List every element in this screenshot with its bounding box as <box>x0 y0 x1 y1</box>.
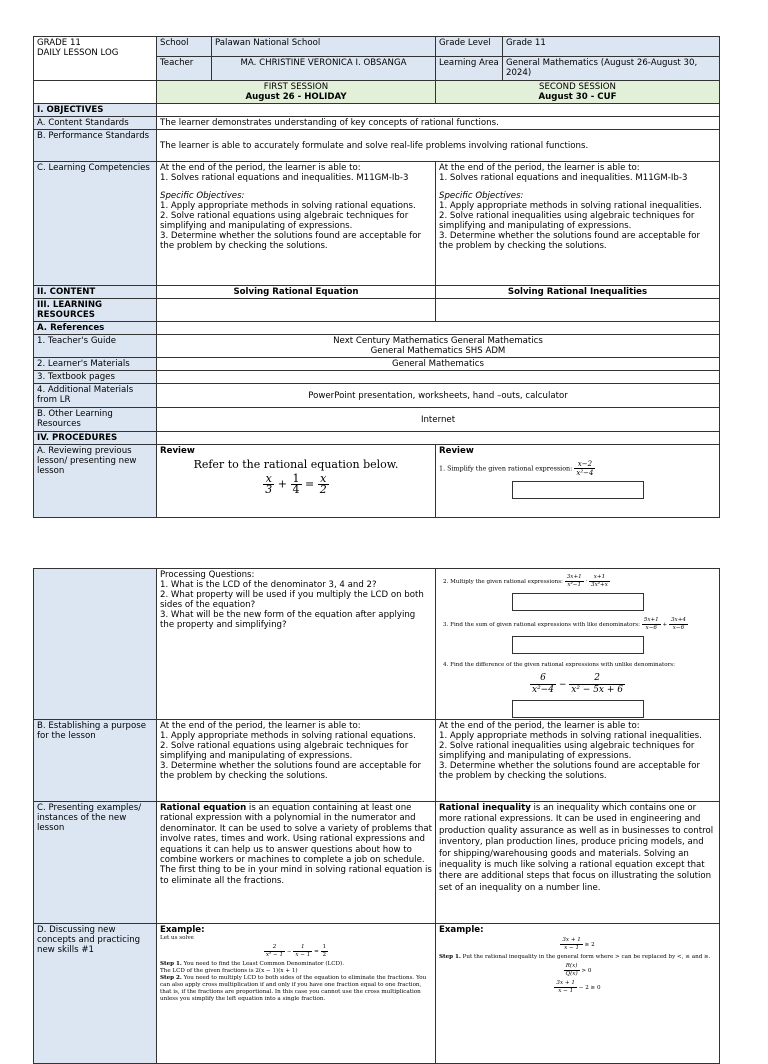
discussing-first <box>157 924 436 1064</box>
answer-box[interactable] <box>512 593 644 611</box>
review-first <box>157 445 436 518</box>
example-inequality: $\frac{3x + 1}{x - 1}$ ≥ 2 <box>562 937 595 951</box>
textbook-label: 3. Textbook pages <box>34 371 157 384</box>
content-standards-label: A. Content Standards <box>34 117 157 130</box>
performance-standards-text: The learner is able to accurately formulate and solve real-life problems involving rational functions. <box>157 130 720 162</box>
additional-materials-value: PowerPoint presentation, worksheets, hand –outs, calculator <box>157 384 720 408</box>
learning-area-label: Learning Area <box>436 57 503 81</box>
procedures-heading: IV. PROCEDURES <box>34 432 157 445</box>
objectives-heading: I. OBJECTIVES <box>34 104 157 117</box>
content-heading: II. CONTENT <box>34 286 157 299</box>
school-value: Palawan National School <box>212 37 436 57</box>
rewritten-inequality: $\frac{3x + 1}{x - 1}$ − 2 ≥ 0 <box>556 980 601 994</box>
review-second <box>436 445 720 518</box>
review-second-question: 1. Simplify the given rational expression: $\frac{x-2}{\text{x²−4}}$ <box>439 460 594 477</box>
competencies-second <box>436 162 720 286</box>
first-session-header <box>157 81 436 104</box>
learners-materials-value: General Mathematics <box>157 358 720 371</box>
question-3: 3. Find the sum of given rational expressions with like denominators: $\frac{5x+1}{x-6}$ + $\frac{3x+4}{x-6}$ <box>443 617 686 631</box>
presenting-first: Rational equation is an equation containing at least one rational expression with a polynomial in the numerator and denominator. It can be used to solve a variety of problems that involve rates, times and work. Using rational expressions and equations it can help us to answer questions about how to combine workers or machines to complete a job on schedule. The first thing to be in your mind in solving rational equation is to eliminate all the fractions. <box>157 802 436 924</box>
comp-item: 1. Solves rational equations and inequalities. M11GM-Ib-3 <box>160 173 409 183</box>
learners-materials-label: 2. Learner's Materials <box>34 358 157 371</box>
specific-objectives-label: Specific Objectives: <box>160 191 245 201</box>
question-4-expression: $\frac{6}{\text{x²−4}}$ − $\frac{2}{\text{x² − 5x + 6}}$ <box>532 673 623 695</box>
example-equation: $\frac{2}{\text{x² − 1}}$ − $\frac{1}{x - 1}$ = $\frac{1}{2}$ <box>265 944 327 958</box>
performance-standards-label: B. Performance Standards <box>34 130 157 162</box>
grade-title-cell <box>34 37 157 81</box>
processing-q3: 3. What will be the new form of the equation after applying the property and simplifying? <box>160 610 416 630</box>
content-second: Solving Rational Inequalities <box>436 286 720 299</box>
lesson-log-table-page2 <box>33 568 720 1064</box>
discussing-label: D. Discussing new concepts and practicing new skills #1 <box>34 924 157 1064</box>
processing-q1: 1. What is the LCD of the denominator 3, 4 and 2? <box>160 580 377 590</box>
review-label: A. Reviewing previous lesson/ presenting new lesson <box>34 445 157 518</box>
specific-objectives-label: Specific Objectives: <box>439 191 524 201</box>
comp-intro: At the end of the period, the learner is able to: <box>160 163 361 173</box>
other-resources-value: Internet <box>157 408 720 432</box>
processing-q2: 2. What property will be used if you multiply the LCD on both sides of the equation? <box>160 590 424 610</box>
references-label: A. References <box>34 322 157 335</box>
answer-box[interactable] <box>512 481 644 499</box>
competencies-label: C. Learning Competencies <box>34 162 157 286</box>
other-resources-label: B. Other Learning Resources <box>34 408 157 432</box>
second-session-label: SECOND SESSION <box>539 82 616 92</box>
objective-2: 2. Solve rational inequalities using algebraic techniques for simplifying and manipulating of expressions. <box>439 211 695 231</box>
example-step2: Step 2. You need to multiply LCD to both sides of the equation to eliminate the fractions. You can also apply cross multiplication if and only if you have one fraction equal to one fraction, that is, if the fractions are proportional. In this case you cannot use the cross multiplication unless you simplify the left equation into a single fraction. <box>160 975 427 1002</box>
example-intro: Let us solve <box>160 935 194 941</box>
review-heading: Review <box>439 446 474 456</box>
learning-area-value: General Mathematics (August 26-August 30, 2024) <box>503 57 720 81</box>
teacher-label: Teacher <box>157 57 212 81</box>
general-form: $\frac{R(x)}{Q(x)}$ > 0 <box>565 963 592 977</box>
processing-questions-cell <box>157 569 436 720</box>
review-first-text: Refer to the rational equation below. <box>193 458 399 471</box>
second-session-date: August 30 - CUF <box>538 92 617 102</box>
resources-heading: III. LEARNING RESOURCES <box>34 299 157 322</box>
objective-2: 2. Solve rational equations using algebraic techniques for simplifying and manipulating of expressions. <box>160 211 409 231</box>
answer-box[interactable] <box>512 636 644 654</box>
purpose-second: At the end of the period, the learner is able to: 1. Apply appropriate methods in solving rational inequalities. 2. Solve rational inequalities using algebraic techniques for simplifying and manipulating of expressions. 3. Determine whether the solutions found are acceptable for the problem by checking the solutions. <box>436 720 720 802</box>
review-heading: Review <box>160 446 195 456</box>
processing-heading: Processing Questions: <box>160 570 255 580</box>
discussing-second <box>436 924 720 1064</box>
purpose-first: At the end of the period, the learner is able to: 1. Apply appropriate methods in solving rational equations. 2. Solve rational equations using algebraic techniques for simplifying and manipulating of expressions. 3. Determine whether the solutions found are acceptable for the problem by checking the solutions. <box>157 720 436 802</box>
additional-materials-label: 4. Additional Materials from LR <box>34 384 157 408</box>
teachers-guide-label: 1. Teacher's Guide <box>34 335 157 358</box>
second-session-header <box>436 81 720 104</box>
teachers-guide-1: Next Century Mathematics General Mathematics <box>333 336 543 346</box>
teacher-value: MA. CHRISTINE VERONICA I. OBSANGA <box>212 57 436 81</box>
school-label: School <box>157 37 212 57</box>
teachers-guide-2: General Mathematics SHS ADM <box>370 346 506 356</box>
content-first: Solving Rational Equation <box>157 286 436 299</box>
objective-3: 3. Determine whether the solutions found are acceptable for the problem by checking the solutions. <box>439 231 701 251</box>
content-standards-text: The learner demonstrates understanding of key concepts of rational functions. <box>157 117 720 130</box>
presenting-label: C. Presenting examples/ instances of the new lesson <box>34 802 157 924</box>
example-lcd: The LCD of the given fractions is 2(x − 1)(x + 1) <box>160 968 298 974</box>
objective-1: 1. Apply appropriate methods in solving rational equations. <box>160 201 416 211</box>
teachers-guide-value <box>157 335 720 358</box>
comp-intro: At the end of the period, the learner is able to: <box>439 163 640 173</box>
objective-1: 1. Apply appropriate methods in solving rational inequalities. <box>439 201 702 211</box>
purpose-label: B. Establishing a purpose for the lesson <box>34 720 157 802</box>
answer-box[interactable] <box>512 700 644 718</box>
objective-3: 3. Determine whether the solutions found are acceptable for the problem by checking the solutions. <box>160 231 422 251</box>
lesson-log-table-page1 <box>33 36 720 518</box>
example-step1: Step 1. Put the rational inequality in the general form where > can be replaced by <, ≤ and ≥. <box>439 954 711 960</box>
comp-item: 1. Solves rational equations and inequalities. M11GM-Ib-3 <box>439 173 688 183</box>
presenting-second: Rational inequality is an inequality which contains one or more rational expressions. It can be used in engineering and production quality assurance as well as in businesses to control inventory, plan production lines, produce pricing models, and for shipping/warehousing goods and materials. Solving an inequality is much like solving a rational equation except that there are additional steps that focus on illustrating the solution set of an inequality on a number line. <box>436 802 720 924</box>
question-2: 2. Multiply the given rational expressions: $\frac{3x+1}{\text{x²−1}}$ · $\frac{x+1}{\text{3x²+x}}$ <box>443 574 608 588</box>
first-session-date: August 26 - HOLIDAY <box>245 92 347 102</box>
grade-line: GRADE 11 <box>37 38 81 48</box>
review-questions-cell <box>436 569 720 720</box>
first-session-label: FIRST SESSION <box>263 82 329 92</box>
question-4: 4. Find the difference of the given rational expressions with unlike denominators: <box>443 662 676 668</box>
competencies-first <box>157 162 436 286</box>
grade-level-label: Grade Level <box>436 37 503 57</box>
blank-session-cell <box>34 81 157 104</box>
review-equation: $\frac{x}{3}$ + $\frac{1}{4}$ = $\frac{x}{2}$ <box>265 472 327 496</box>
example-step1: Step 1. You need to find the Least Common Denominator (LCD). <box>160 961 344 967</box>
example-heading: Example: <box>439 925 484 935</box>
log-title: DAILY LESSON LOG <box>37 48 119 58</box>
grade-level-value: Grade 11 <box>503 37 720 57</box>
example-heading: Example: <box>160 925 205 935</box>
